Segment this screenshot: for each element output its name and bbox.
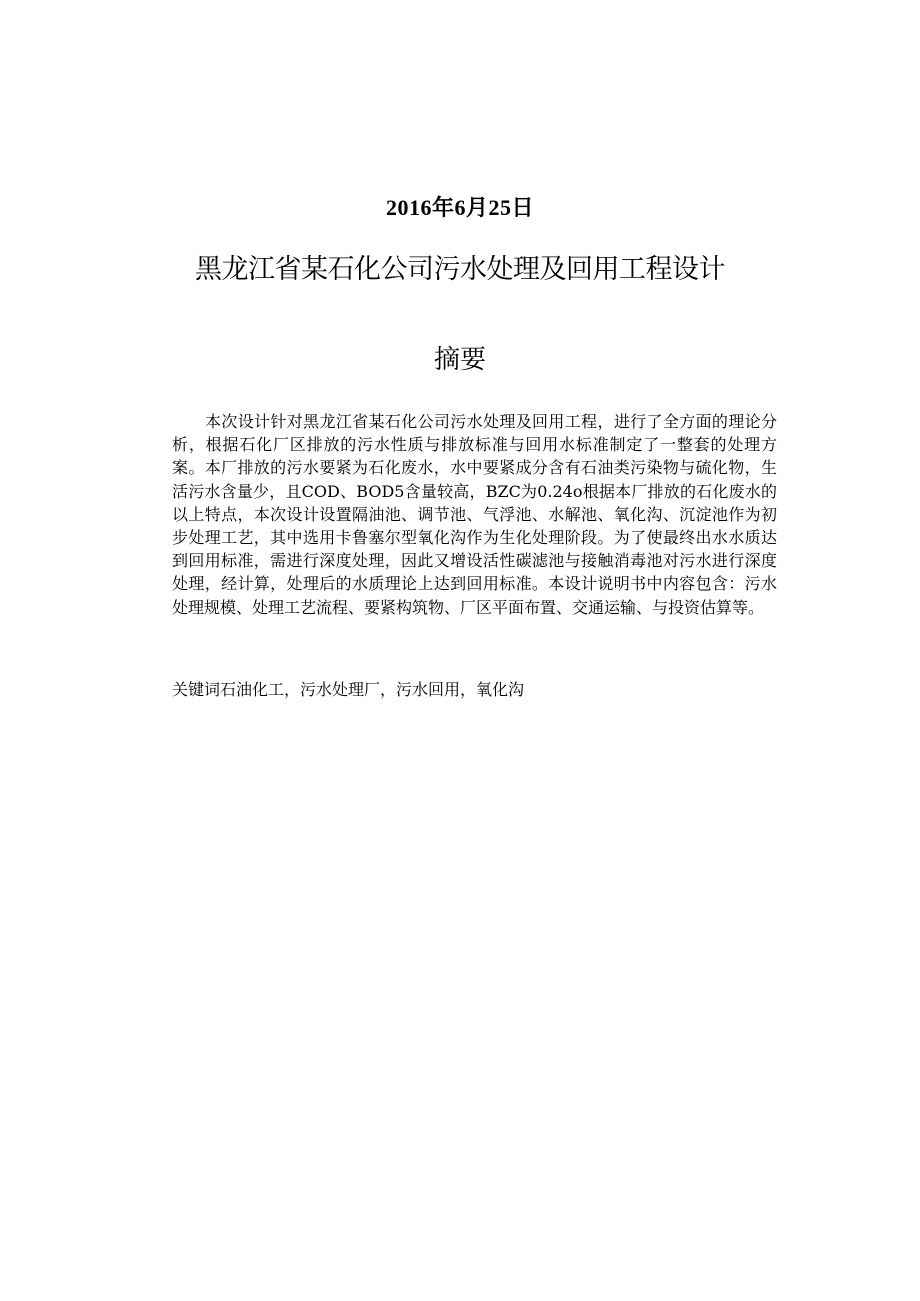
keywords-line: 关键词石油化工，污水处理厂，污水回用，氧化沟 — [172, 680, 525, 699]
document-title: 黑龙江省某石化公司污水处理及回用工程设计 — [195, 254, 725, 285]
document-date: 2016年6月25日 — [385, 195, 534, 220]
abstract-paragraph: 本次设计针对黑龙江省某石化公司污水处理及回用工程，进行了全方面的理论分析，根据石化厂区排放的污水性质与排放标准与回用水标准制定了一整套的处理方案。本厂排放的污水要紧为石化废水，水中要紧成分含有石油类污染物与硫化物，生活污水含量少，且COD、BOD5含量较高，BZC为0.24o根据本厂排放的石化废水的以上特点，本次设计设置隔油池、调节池、气浮池、水解池、氧化沟、沉淀池作为初步处理工艺，其中选用卡鲁塞尔型氧化沟作为生化处理阶段。为了使最终出水水质达到回用标准，需进行深度处理，因此又增设活性碳滤池与接触消毒池对污水进行深度处理，经计算，处理后的水质理论上达到回用标准。本设计说明书中内容包含：污水处理规模、处理工艺流程、要紧构筑物、厂区平面布置、交通运输、与投资估算等。 — [172, 412, 777, 617]
abstract-heading: 摘要 — [433, 345, 486, 375]
